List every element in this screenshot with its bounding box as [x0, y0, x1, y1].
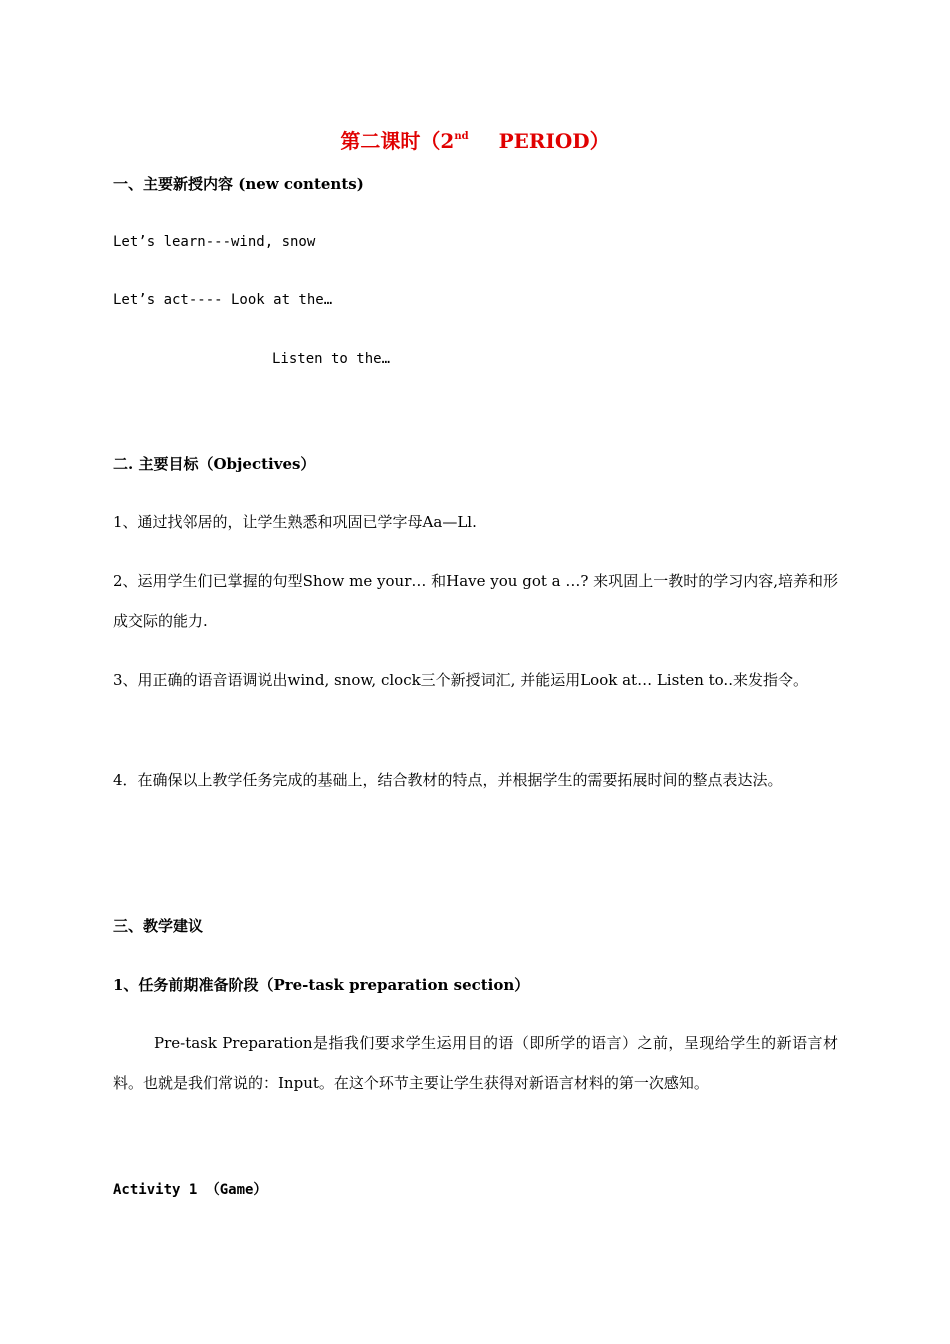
objective-item-1: 1、通过找邻居的，让学生熟悉和巩固已学字母Aa—Ll.: [113, 513, 477, 531]
title-main: 第二课时（2: [340, 129, 455, 153]
activity-heading: Activity 1 （Game）: [113, 1182, 268, 1198]
content-line-learn: Let’s learn---wind, snow: [113, 234, 316, 250]
title-tail: PERIOD）: [498, 129, 610, 153]
section3-heading: 三、教学建议: [113, 917, 204, 935]
content-line-listen: Listen to the…: [272, 351, 391, 367]
section1-heading: 一、主要新授内容 (new contents): [113, 175, 364, 193]
pre-task-heading: 1、任务前期准备阶段（Pre-task preparation section）: [113, 976, 530, 994]
pre-task-paragraph: Pre-task Preparation是指我们要求学生运用目的语（即所学的语言）之前，呈现给学生的新语言材料。也就是我们常说的：Input。在这个环节主要让学生获得对新语言材料的第一次感知。: [113, 1034, 838, 1092]
objective-item-4: 4．在确保以上教学任务完成的基础上，结合教材的特点，并根据学生的需要拓展时间的整点表达法。: [113, 771, 783, 789]
title-superscript: nd: [454, 131, 469, 142]
objective-item-3: 3、用正确的语音语调说出wind, snow, clock三个新授词汇, 并能运用Look at… Listen to..来发指令。: [113, 671, 808, 689]
objective-item-2: 2、运用学生们已掌握的句型Show me your… 和Have you got a …? 来巩固上一教时的学习内容,培养和形成交际的能力.: [113, 572, 838, 630]
page-title: [0, 124, 950, 154]
content-line-act: Let’s act---- Look at the…: [113, 292, 333, 308]
section2-heading: 二. 主要目标（Objectives）: [113, 455, 316, 473]
